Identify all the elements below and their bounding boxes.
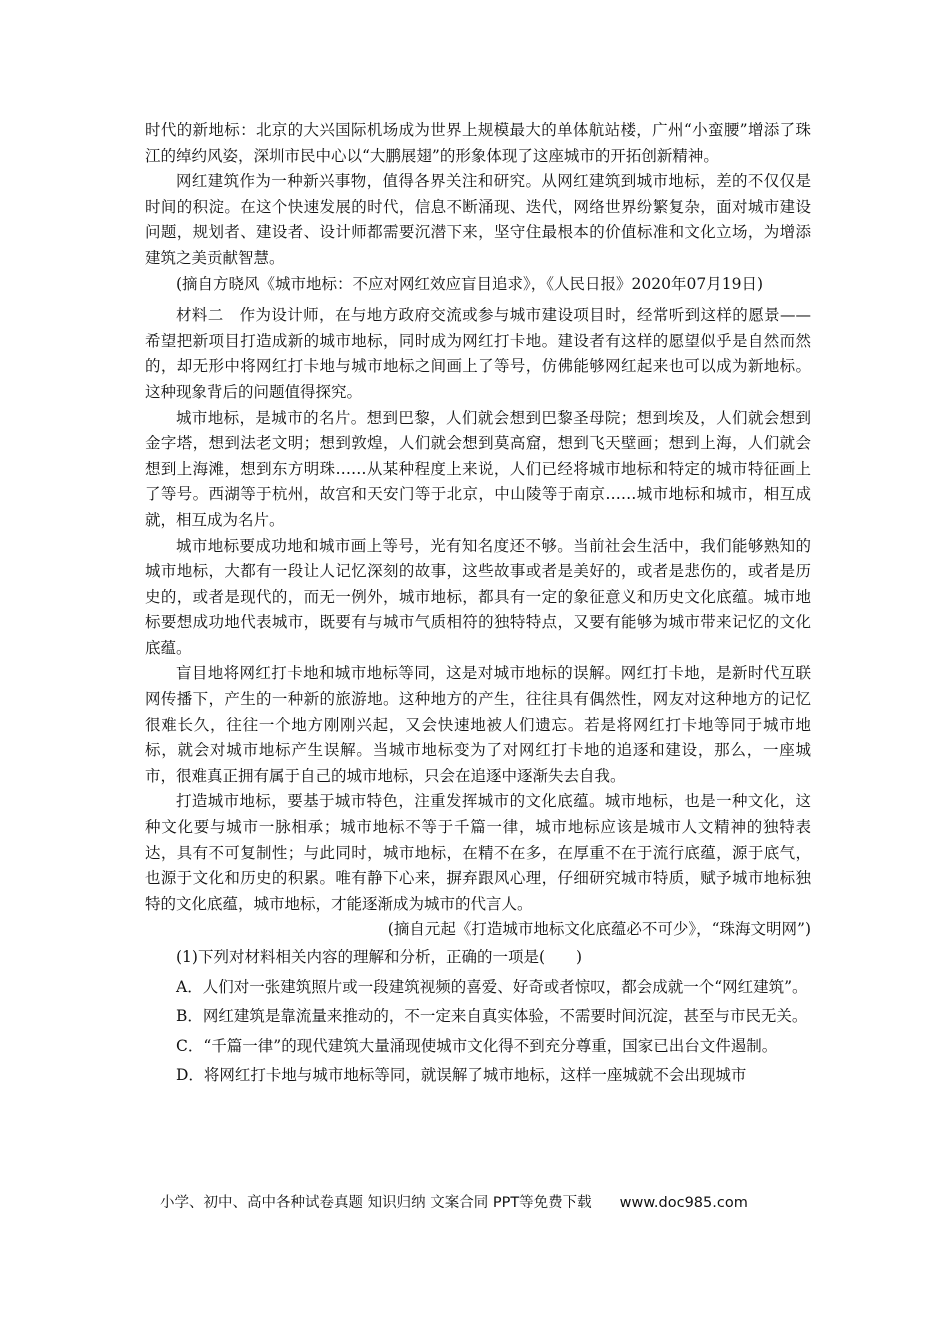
paragraph-5: 城市地标要成功地和城市画上等号，光有知名度还不够。当前社会生活中，我们能够熟知的城市地标，大都有一段让人记忆深刻的故事，这些故事或者是美好的，或者是悲伤的，或者是历史的，或者是现代的，而无一例外，城市地标，都具有一定的象征意义和历史文化底蕴。城市地标要想成功地代表城市，既要有与城市气质相符的独特特点，又要有能够为城市带来记忆的文化底蕴。 [145, 536, 811, 657]
paragraph-1: 时代的新地标：北京的大兴国际机场成为世界上规模最大的单体航站楼，广州“小蛮腰”增添了珠江的绰约风姿，深圳市民中心以“大鹏展翅”的形象体现了这座城市的开拓创新精神。 [145, 121, 811, 165]
source-citation-2: (摘自元起《打造城市地标文化底蕴必不可少》，“珠海文明网”) [387, 920, 811, 939]
footer-url[interactable]: www.doc985.com [619, 1195, 748, 1211]
paragraph-2: 网红建筑作为一种新兴事物，值得各界关注和研究。从网红建筑到城市地标，差的不仅仅是时间的积淀。在这个快速发展的时代，信息不断涌现、迭代，网络世界纷繁复杂，面对城市建设问题，规划者、建设者、设计师都需要沉潜下来，坚守住最根本的价值标准和文化立场，为增添建筑之美贡献智慧。 [145, 172, 811, 267]
paragraph-4: 城市地标，是城市的名片。想到巴黎，人们就会想到巴黎圣母院；想到埃及，人们就会想到金字塔，想到法老文明；想到敦煌，人们就会想到莫高窟，想到飞天壁画；想到上海，人们就会想到上海滩，想到东方明珠……从某种程度上来说，人们已经将城市地标和特定的城市特征画上了等号。西湖等于杭州，故宫和天安门等于北京，中山陵等于南京……城市地标和城市，相互成就，相互成为名片。 [145, 408, 811, 529]
option-c: C．“千篇一律”的现代建筑大量涌现使城市文化得不到充分尊重，国家已出台文件遏制。 [176, 1036, 778, 1055]
document-body [145, 118, 811, 1089]
paragraph-material-two: 材料二 作为设计师，在与地方政府交流或参与城市建设项目时，经常听到这样的愿景——希望把新项目打造成新的城市地标，同时成为网红打卡地。建设者有这样的愿望似乎是自然而然的，却无形中将网红打卡地与城市地标之间画上了等号，仿佛能够网红起来也可以成为新地标。这种现象背后的问题值得探究。 [145, 306, 811, 401]
paragraph-7: 打造城市地标，要基于城市特色，注重发挥城市的文化底蕴。城市地标，也是一种文化，这种文化要与城市一脉相承；城市地标不等于千篇一律，城市地标应该是城市人文精神的独特表达，具有不可复制性；与此同时，城市地标，在精不在多，在厚重不在于流行底蕴，源于底气，也源于文化和历史的积累。唯有静下心来，摒弃跟风心理，仔细研究城市特质，赋予城市地标独特的文化底蕴，城市地标，才能逐渐成为城市的代言人。 [145, 792, 811, 913]
option-b: B．网红建筑是靠流量来推动的，不一定来自真实体验，不需要时间沉淀，甚至与市民无关。 [176, 1007, 808, 1026]
source-citation-1: (摘自方晓风《城市地标：不应对网红效应盲目追求》，《人民日报》2020年07月19日) [176, 274, 763, 293]
question-stem: (1)下列对材料相关内容的理解和分析，正确的一项是( ) [176, 948, 583, 966]
paragraph-6: 盲目地将网红打卡地和城市地标等同，这是对城市地标的误解。网红打卡地，是新时代互联网传播下，产生的一种新的旅游地。这种地方的产生，往往具有偶然性，网友对这种地方的记忆很难长久，往往一个地方刚刚兴起，又会快速地被人们遗忘。若是将网红打卡地等同于城市地标，就会对城市地标产生误解。当城市地标变为了对网红打卡地的追逐和建设，那么，一座城市，很难真正拥有属于自己的城市地标，只会在追逐中逐渐失去自我。 [145, 664, 811, 785]
footer-text: 小学、初中、高中各种试卷真题 知识归纳 文案合同 PPT等免费下载 [160, 1195, 592, 1211]
option-d: D．将网红打卡地与城市地标等同，就误解了城市地标，这样一座城就不会出现城市 [176, 1066, 747, 1085]
page-footer [160, 1191, 840, 1212]
option-a: A．人们对一张建筑照片或一段建筑视频的喜爱、好奇或者惊叹，都会成就一个“网红建筑”。 [176, 977, 808, 996]
